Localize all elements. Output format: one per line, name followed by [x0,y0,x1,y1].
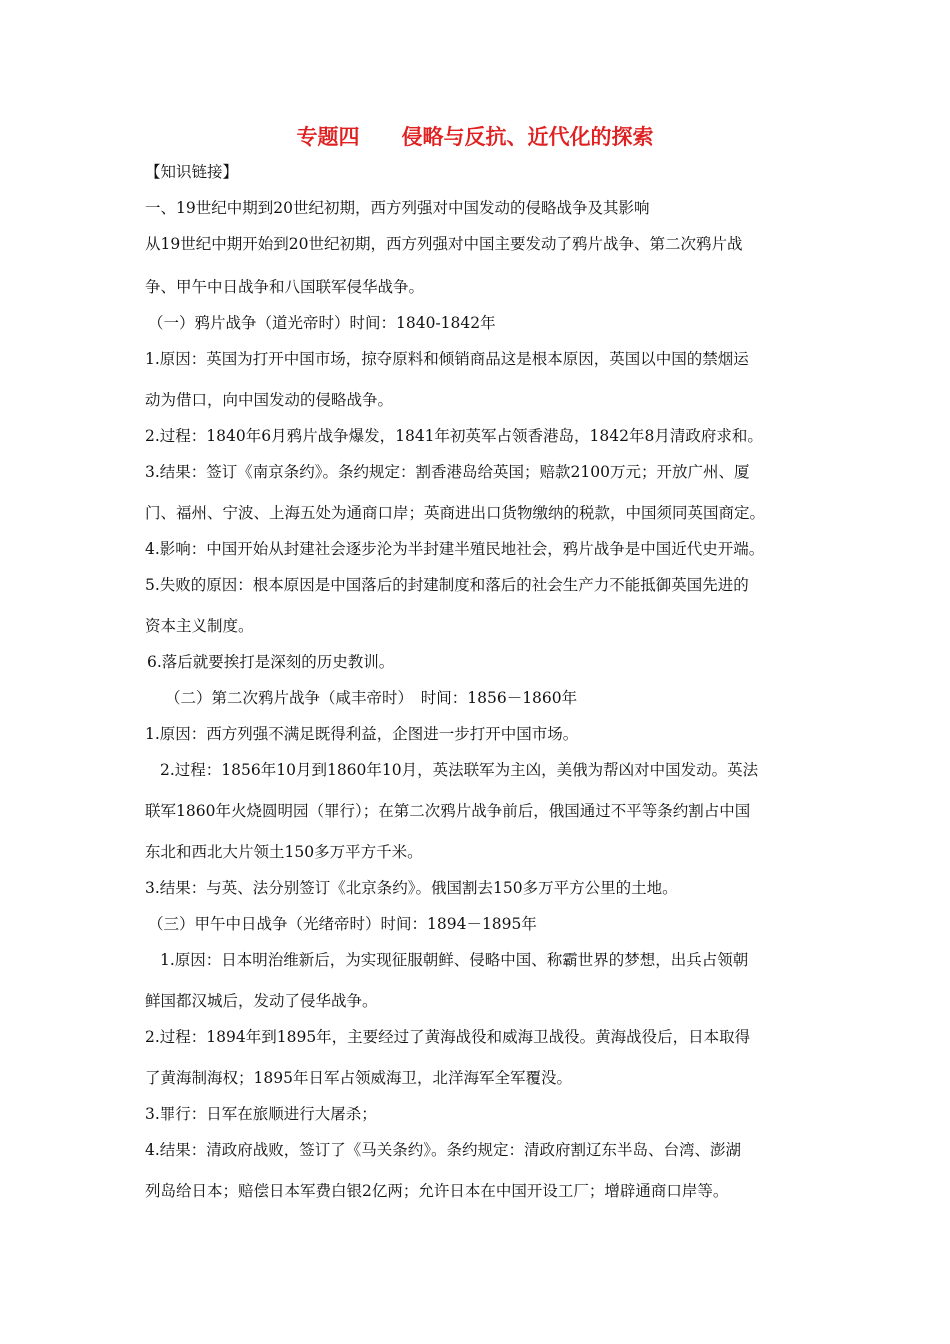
paragraph-line: 5.失败的原因：根本原因是中国落后的封建制度和落后的社会生产力不能抵御英国先进的 [145,576,749,594]
subsection-heading: （三）甲午中日战争（光绪帝时）时间：1894－1895年 [148,915,537,933]
subsection-heading: （二）第二次鸦片战争（咸丰帝时） 时间：1856－1860年 [165,689,578,707]
paragraph-line: 2.过程：1894年到1895年，主要经过了黄海战役和威海卫战役。黄海战役后，日本取得 [145,1028,751,1046]
paragraph-line: 资本主义制度。 [145,617,254,635]
subsection-heading: （一）鸦片战争（道光帝时）时间：1840-1842年 [148,314,496,332]
paragraph-line: 动为借口，向中国发动的侵略战争。 [145,391,394,409]
paragraph-line: 2.过程：1840年6月鸦片战争爆发，1841年初英军占领香港岛，1842年8月清政府求和。 [145,427,763,445]
paragraph-line: 一、19世纪中期到20世纪初期，西方列强对中国发动的侵略战争及其影响 [145,199,650,217]
section-heading: 【知识链接】 [145,163,239,181]
paragraph-line: 3.罪行：日军在旅顺进行大屠杀； [145,1105,377,1123]
paragraph-line: 1.原因：英国为打开中国市场，掠夺原料和倾销商品这是根本原因，英国以中国的禁烟运 [145,350,749,368]
paragraph-line: 6.落后就要挨打是深刻的历史教训。 [147,653,395,671]
document-title: 专题四 侵略与反抗、近代化的探索 [296,125,654,149]
paragraph-line: 东北和西北大片领土150多万平方千米。 [145,843,423,861]
paragraph-line: 4.结果：清政府战败，签订了《马关条约》。条约规定：清政府割辽东半岛、台湾、澎湖 [145,1141,742,1159]
paragraph-line: 2.过程：1856年10月到1860年10月，英法联军为主凶，美俄为帮凶对中国发动。英法 [160,761,759,779]
paragraph-line: 了黄海制海权；1895年日军占领威海卫，北洋海军全军覆没。 [145,1069,572,1087]
paragraph-line: 门、福州、宁波、上海五处为通商口岸；英商进出口货物缴纳的税款，中国须同英国商定。 [145,504,766,522]
paragraph-line: 3.结果：与英、法分别签订《北京条约》。俄国割去150多万平方公里的土地。 [145,879,678,897]
paragraph-line: 1.原因：日本明治维新后，为实现征服朝鲜、侵略中国、称霸世界的梦想，出兵占领朝 [160,951,749,969]
paragraph-line: 1.原因：西方列强不满足既得利益，企图进一步打开中国市场。 [145,725,579,743]
paragraph-line: 争、甲午中日战争和八国联军侵华战争。 [145,278,425,296]
paragraph-line: 3.结果：签订《南京条约》。条约规定：割香港岛给英国；赔款2100万元；开放广州、厦 [145,463,750,481]
paragraph-line: 从19世纪中期开始到20世纪初期，西方列强对中国主要发动了鸦片战争、第二次鸦片战 [145,235,743,253]
paragraph-line: 4.影响：中国开始从封建社会逐步沦为半封建半殖民地社会，鸦片战争是中国近代史开端。 [145,540,765,558]
paragraph-line: 联军1860年火烧圆明园（罪行）；在第二次鸦片战争前后，俄国通过不平等条约割占中国 [145,802,751,820]
paragraph-line: 鲜国都汉城后，发动了侵华战争。 [145,992,378,1010]
paragraph-line: 列岛给日本；赔偿日本军费白银2亿两；允许日本在中国开设工厂；增辟通商口岸等。 [145,1182,729,1200]
